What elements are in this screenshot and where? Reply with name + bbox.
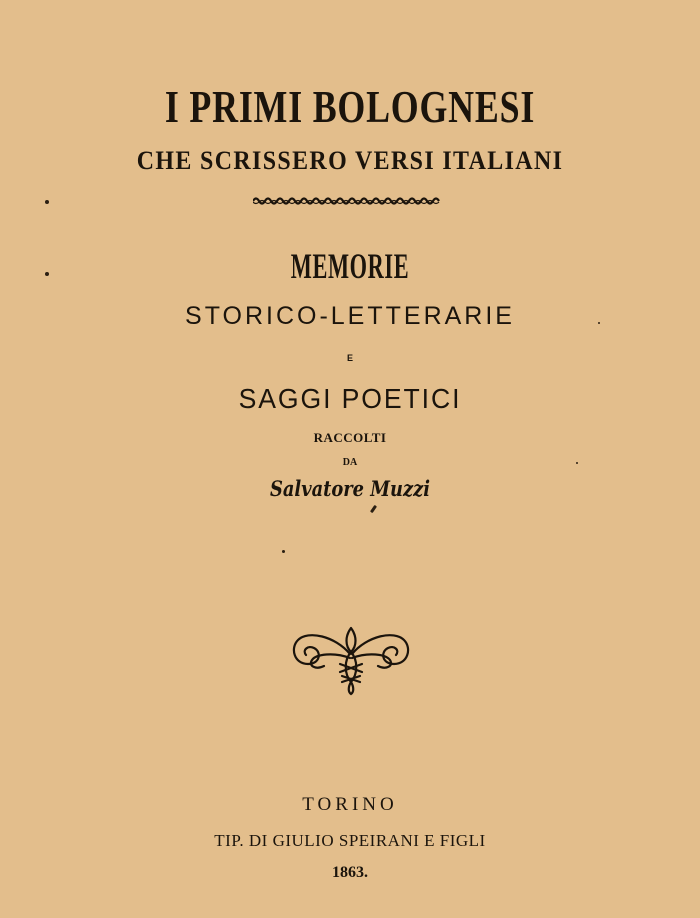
scan-speck [598,322,600,324]
scan-speck [45,200,49,204]
scan-speck [282,550,285,553]
book-subtitle: CHE SCRISSERO VERSI ITALIANI [136,146,564,175]
printer-name: TIP. DI GIULIO SPEIRANI E FIGLI [214,831,486,850]
conjunction-e: E [346,353,353,363]
scan-speck [370,505,377,513]
da-text: DA [342,457,358,468]
city-name: TORINO [302,794,398,815]
memorie-heading: MEMORIE [290,246,410,286]
scroll-ornament-icon [290,624,412,696]
scan-speck [576,462,578,464]
wavy-rule-icon [253,196,441,206]
author-name: Salvatore Muzzi [269,476,431,501]
publication-year: 1863. [332,864,368,881]
scan-speck [45,272,49,276]
book-title: I PRIMI BOLOGNESI [164,81,536,132]
saggi-heading: SAGGI POETICI [238,383,462,414]
raccolti-text: RACCOLTI [313,430,387,445]
storico-heading: STORICO-LETTERARIE [185,302,515,330]
